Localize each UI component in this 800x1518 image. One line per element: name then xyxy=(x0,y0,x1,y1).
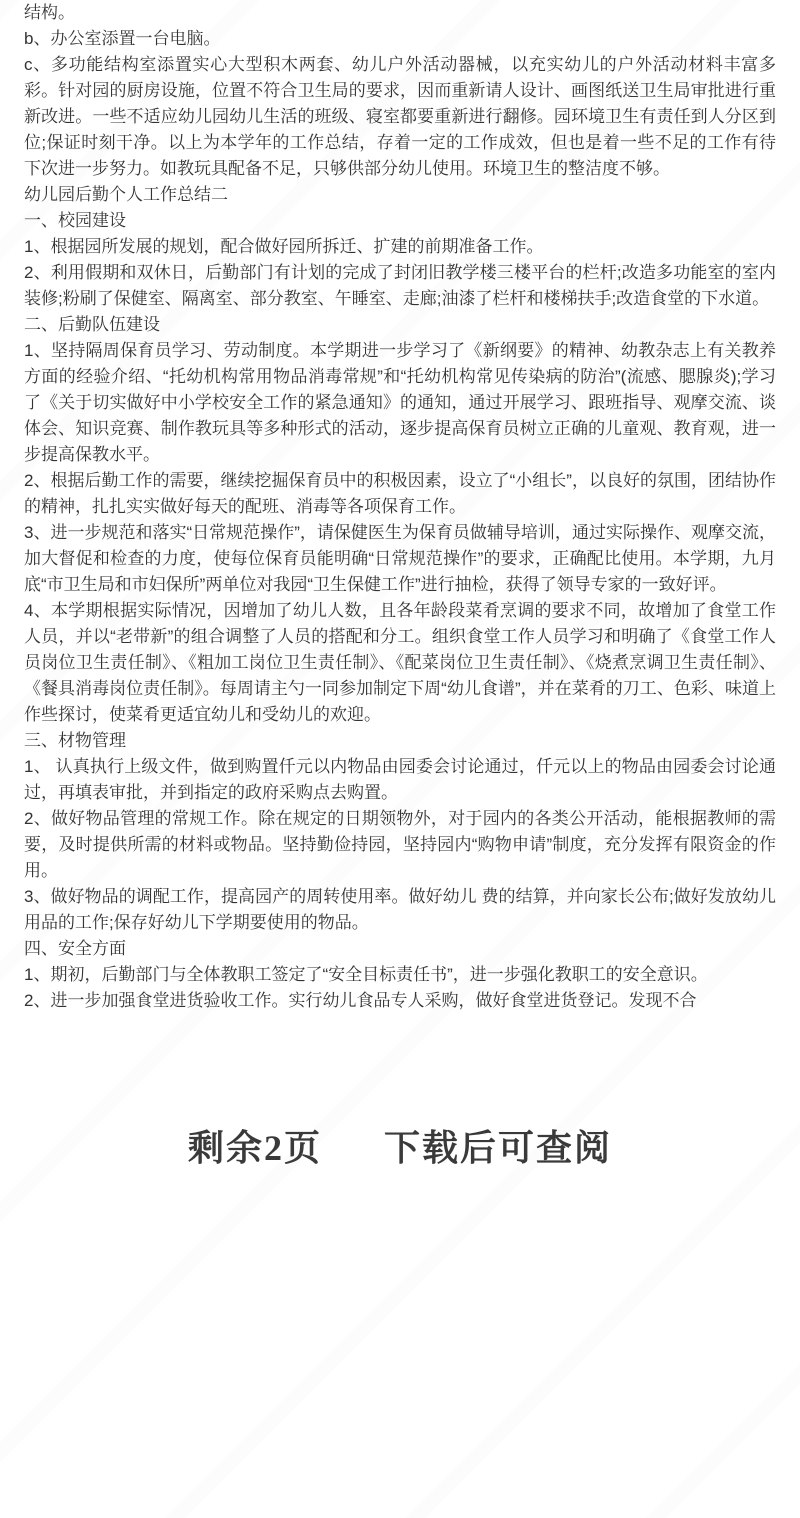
section-heading-2: 二、后勤队伍建设 xyxy=(24,315,160,334)
download-footer xyxy=(0,1120,800,1171)
paragraph: 2、利用假期和双休日，后勤部门有计划的完成了封闭旧教学楼三楼平台的栏杆;改造多功能室的室内装修;粉刷了保健室、隔离室、部分教室、午睡室、走廊;油漆了栏杆和楼梯扶手;改造食堂的下水道。 xyxy=(24,263,776,308)
paragraph: 2、进一步加强食堂进货验收工作。实行幼儿食品专人采购，做好食堂进货登记。发现不合 xyxy=(24,991,697,1010)
doc-subtitle: 幼儿园后勤个人工作总结二 xyxy=(24,185,228,204)
paragraph: 2、根据后勤工作的需要，继续挖掘保育员中的积极因素，设立了“小组长”，以良好的氛围，团结协作的精神，扎扎实实做好每天的配班、消毒等各项保育工作。 xyxy=(24,471,776,516)
remaining-pages-label: 剩余2页 xyxy=(187,1128,322,1168)
section-heading-4: 四、安全方面 xyxy=(24,939,126,958)
paragraph: 1、根据园所发展的规划，配合做好园所拆迁、扩建的前期准备工作。 xyxy=(24,237,544,256)
clipped-top-line: 结构。 xyxy=(24,3,75,22)
paragraph: 1、坚持隔周保育员学习、劳动制度。本学期进一步学习了《新纲要》的精神、幼教杂志上有关教养方面的经验介绍、“托幼机构常用物品消毒常规”和“托幼机构常见传染病的防治”(流感、腮腺炎);学习了《关于切实做好中小学校安全工作的紧急通知》的通知，通过开展学习、跟班指导、观摩交流、谈体会、知识竞赛、制作教玩具等多种形式的活动，逐步提高保育员树立正确的儿童观、教育观，进一步提高保教水平。 xyxy=(24,341,776,464)
download-hint-label: 下载后可查阅 xyxy=(384,1128,613,1168)
section-heading-1: 一、校园建设 xyxy=(24,211,126,230)
paragraph: 3、进一步规范和落实“日常规范操作”，请保健医生为保育员做辅导培训，通过实际操作、观摩交流，加大督促和检查的力度，使每位保育员能明确“日常规范操作”的要求，正确配比使用。本学期，九月底“市卫生局和市妇保所”两单位对我园“卫生保健工作”进行抽检，获得了领导专家的一致好评。 xyxy=(24,523,776,594)
paragraph-c: c、多功能结构室添置实心大型积木两套、幼儿户外活动器械，以充实幼儿的户外活动材料丰富多彩。针对园的厨房设施，位置不符合卫生局的要求，因而重新请人设计、画图纸送卫生局审批进行重新改进。一些不适应幼儿园幼儿生活的班级、寝室都要重新进行翻修。园环境卫生有责任到人分区到位;保证时刻干净。以上为本学年的工作总结，存着一定的工作成效，但也是着一些不足的工作有待下次进一步努力。如教玩具配备不足，只够供部分幼儿使用。环境卫生的整洁度不够。 xyxy=(24,55,776,178)
paragraph: 4、本学期根据实际情况，因增加了幼儿人数，且各年龄段菜肴烹调的要求不同，故增加了食堂工作人员，并以“老带新”的组合调整了人员的搭配和分工。组织食堂工作人员学习和明确了《食堂工作人员岗位卫生责任制》、《粗加工岗位卫生责任制》、《配菜岗位卫生责任制》、《烧煮烹调卫生责任制》、《餐具消毒岗位责任制》。每周请主勺一同参加制定下周“幼儿食谱”，并在菜肴的刀工、色彩、味道上作些探讨，使菜肴更适宜幼儿和受幼儿的欢迎。 xyxy=(24,601,776,724)
paragraph: 2、做好物品管理的常规工作。除在规定的日期领物外，对于园内的各类公开活动，能根据教师的需要，及时提供所需的材料或物品。坚持勤俭持园，坚持园内“购物申请”制度，充分发挥有限资金的作用。 xyxy=(24,809,776,880)
paragraph: 3、做好物品的调配工作，提高园产的周转使用率。做好幼儿 费的结算，并向家长公布;做好发放幼儿 用品的工作;保存好幼儿下学期要使用的物品。 xyxy=(24,887,776,932)
list-item-b: b、办公室添置一台电脑。 xyxy=(24,29,221,48)
section-heading-3: 三、材物管理 xyxy=(24,731,126,750)
paragraph: 1、 认真执行上级文件，做到购置仟元以内物品由园委会讨论通过，仟元以上的物品由园委会讨论通过，再填表审批，并到指定的政府采购点去购置。 xyxy=(24,757,776,802)
paragraph: 1、期初，后勤部门与全体教职工签定了“安全目标责任书”，进一步强化教职工的安全意识。 xyxy=(24,965,708,984)
